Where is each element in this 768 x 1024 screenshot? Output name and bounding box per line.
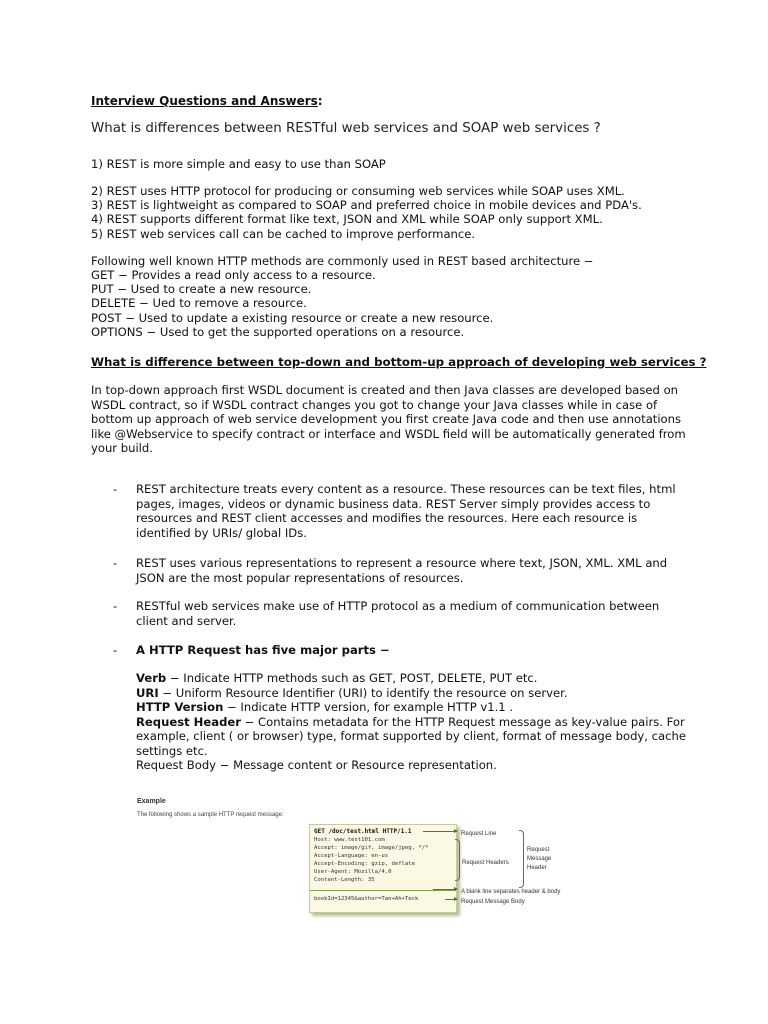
label-blank-line: A blank line separates header & body: [461, 889, 561, 895]
part-request-header-cont: settings etc.: [136, 743, 208, 758]
method-item: PUT − Used to create a new resource.: [91, 282, 312, 296]
label-request-message-header: Header: [527, 865, 547, 871]
part-uri: [136, 686, 684, 701]
part-http-version: [136, 700, 684, 715]
http-request-heading: A HTTP Request has five major parts −: [136, 643, 390, 657]
code-line: GET /doc/test.html HTTP/1.1: [314, 828, 412, 835]
message-header-brace: [519, 830, 524, 888]
part-desc: − Indicate HTTP version, for example HTTP v1.1 .: [223, 700, 514, 714]
label-request-message-header: Request: [527, 847, 550, 853]
method-item: OPTIONS − Used to get the supported operations on a resource.: [91, 325, 465, 339]
bullet-item: REST uses various representations to represent a resource where text, JSON, XML. XML and JSON are the most popular representations of resources.: [136, 556, 668, 585]
method-item: GET − Provides a read only access to a resource.: [91, 268, 376, 282]
answer-point: 3) REST is lightweight as compared to SOAP and preferred choice in mobile devices and PDA's.: [91, 198, 642, 212]
code-line: Content-Length: 35: [314, 877, 375, 883]
part-request-header: [136, 715, 684, 730]
answer-point: 1) REST is more simple and easy to use than SOAP: [91, 157, 386, 171]
label-request-headers: Request Headers: [462, 860, 509, 866]
question-rest-vs-soap: What is differences between RESTful web services and SOAP web services ?: [91, 121, 601, 136]
answer-point: 2) REST uses HTTP protocol for producing or consuming web services while SOAP uses XML.: [91, 184, 625, 198]
http-request-example-figure: [133, 786, 603, 916]
code-line: User-Agent: Mozilla/4.0: [314, 869, 392, 875]
part-desc: − Contains metadata for the HTTP Request message as key-value pairs. For: [240, 714, 685, 729]
part-term: Request Header: [136, 714, 241, 729]
blank-line-arrow: [433, 889, 457, 890]
question-top-down-vs-bottom-up: What is difference between top-down and bottom-up approach of developing web services ?: [91, 355, 707, 369]
figure-title: Example: [137, 798, 166, 805]
methods-intro: Following well known HTTP methods are commonly used in REST based architecture −: [91, 254, 594, 268]
part-desc: − Indicate HTTP methods such as GET, POST, DELETE, PUT etc.: [166, 671, 538, 685]
code-line: Host: www.test101.com: [314, 837, 385, 843]
bullet-dash: -: [113, 643, 118, 657]
part-term: Verb: [136, 671, 167, 685]
answer-point: 4) REST supports different format like text, JSON and XML while SOAP only support XML.: [91, 212, 603, 226]
bullet-dash: -: [113, 599, 118, 613]
http-request-parts: [136, 671, 684, 773]
title-text: Interview Questions and Answers: [91, 94, 318, 108]
blank-line-separator: [310, 890, 456, 891]
answer-paragraph: In top-down approach first WSDL document is created and then Java classes are developed based on WSDL contract, so if WSDL contract changes you got to change your Java classes while in case of bottom up approach of web service development you first create Java code and then use annotations like @Webservice to specify contract or interface and WSDL field will be automatically generated from your build.: [91, 383, 686, 455]
part-request-body: Request Body − Message content or Resource representation.: [136, 758, 497, 772]
part-desc: − Uniform Resource Identifier (URI) to identify the resource on server.: [158, 685, 568, 700]
bullet-dash: -: [113, 482, 118, 496]
part-verb: [136, 671, 684, 686]
method-item: POST − Used to update a existing resource or create a new resource.: [91, 311, 494, 325]
request-headers-brace: [455, 839, 460, 881]
bullet-dash: -: [113, 556, 118, 570]
answer-point: 5) REST web services call can be cached to improve performance.: [91, 227, 476, 241]
part-request-header-cont: example, client ( or browser) type, format supported by client, format of message body, cache: [136, 729, 686, 743]
document-title: [91, 94, 323, 109]
code-line: Accept-Encoding: gzip, deflate: [314, 861, 416, 867]
label-request-line: Request Line: [461, 831, 497, 837]
title-colon: :: [317, 94, 323, 108]
message-body-arrow: [445, 899, 457, 900]
label-request-message-header: Message: [527, 856, 552, 862]
part-term: HTTP Version: [136, 700, 224, 714]
http-request-code-box: [309, 824, 457, 913]
bullet-item: REST architecture treats every content as a resource. These resources can be text files, html pages, images, videos or dynamic business data. REST Server simply provides access to resources and REST client accesses and modifies the resources. Here each resource is identified by URIs/ global IDs.: [136, 482, 676, 540]
code-body-line: bookId=12345&author=Tan+Ah+Teck: [314, 896, 419, 902]
code-line: Accept-Language: en-us: [314, 853, 389, 859]
figure-subtitle: The following shows a sample HTTP request message:: [137, 812, 284, 818]
part-term: URI: [136, 685, 159, 700]
method-item: DELETE − Ued to remove a resource.: [91, 296, 307, 310]
request-line-arrow: [423, 831, 457, 832]
code-line: Accept: image/gif, image/jpeg, */*: [314, 845, 429, 851]
label-message-body: Request Message Body: [461, 899, 525, 905]
bullet-item: RESTful web services make use of HTTP protocol as a medium of communication between client and server.: [136, 599, 660, 628]
